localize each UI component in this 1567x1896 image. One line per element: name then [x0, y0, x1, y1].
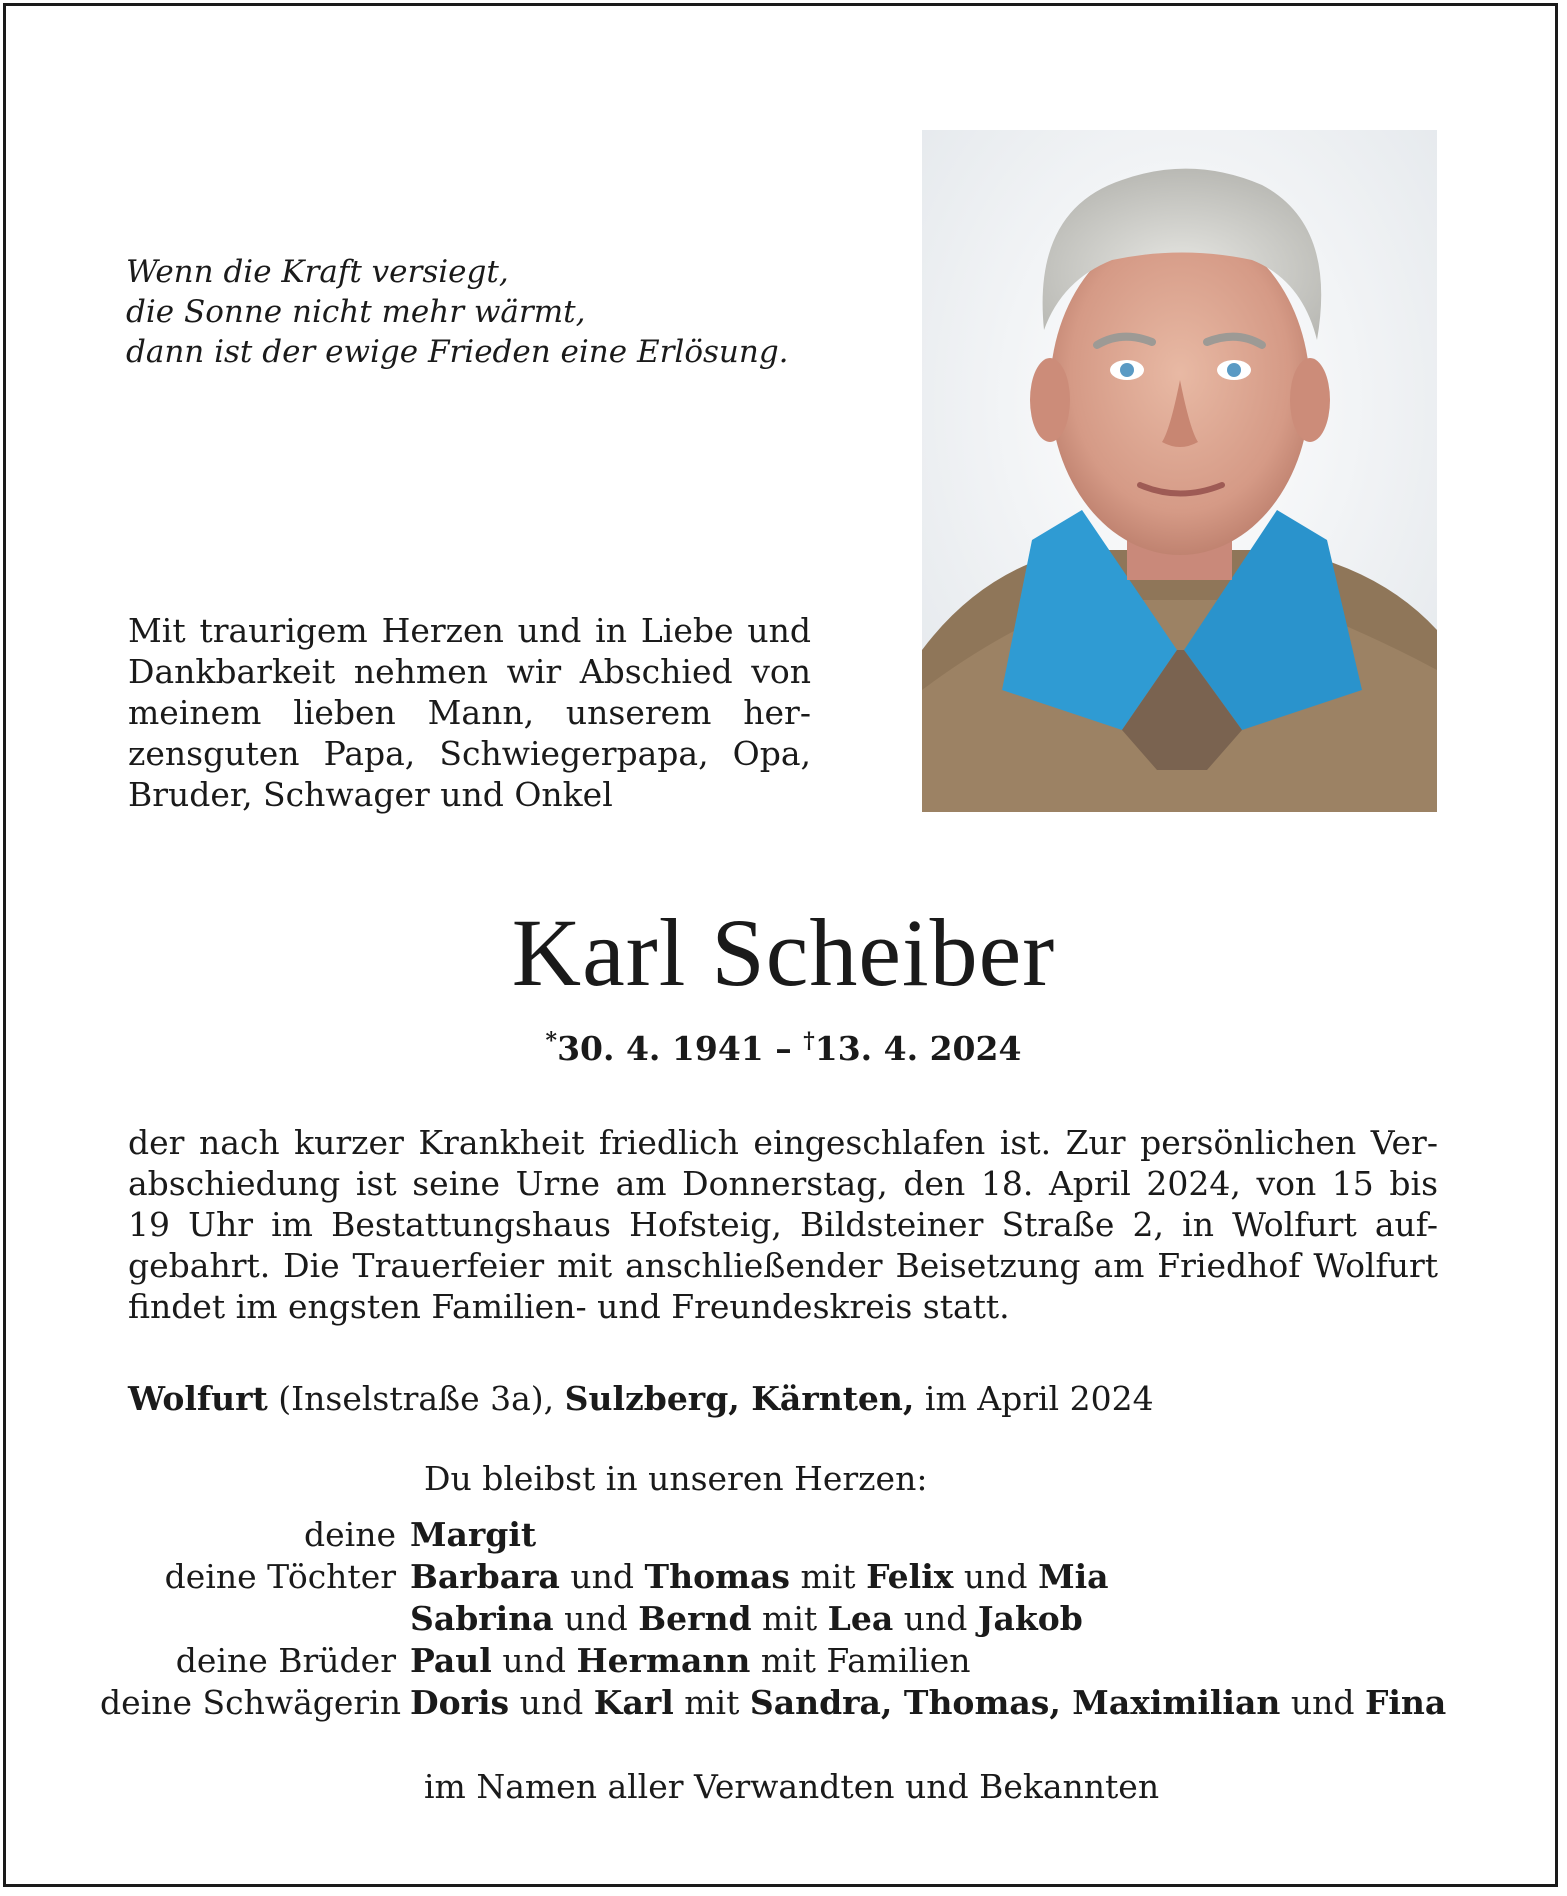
- body-line: abschiedung ist seine Urne am Donnerstag, den 18. April 2024, von 15 bis: [128, 1164, 1438, 1203]
- body-line: gebahrt. Die Trauerfeier mit anschließender Beisetzung am Friedhof Wolfurt: [128, 1246, 1438, 1285]
- intro-line: zensguten Papa, Schwiegerpapa, Opa,: [128, 734, 811, 773]
- intro-line: Bruder, Schwager und Onkel: [128, 775, 613, 814]
- family-member: Barbara: [410, 1557, 560, 1596]
- place-others: Sulzberg, Kärnten,: [564, 1379, 915, 1418]
- family-role: deine Töchter: [164, 1557, 396, 1596]
- family-member: Sabrina: [410, 1599, 554, 1638]
- intro-text: [128, 610, 811, 815]
- closing-line: Du bleibst in unseren Herzen:: [424, 1459, 928, 1498]
- family-row: [100, 1556, 1520, 1598]
- funeral-details: [128, 1122, 1438, 1327]
- life-dates: [0, 1020, 1567, 1070]
- date-separator: –: [763, 1029, 804, 1068]
- death-symbol: †: [803, 1028, 815, 1054]
- family-member: Jakob: [977, 1599, 1083, 1638]
- family-member: Bernd: [638, 1599, 752, 1638]
- family-member: Doris: [410, 1683, 510, 1722]
- quote-line: Wenn die Kraft versiegt,: [126, 254, 509, 290]
- family-member: Fina: [1364, 1683, 1447, 1722]
- connector-text: und: [893, 1599, 978, 1638]
- portrait-photo: [922, 130, 1437, 812]
- place-address: (Inselstraße 3a),: [267, 1379, 565, 1418]
- connector-text: mit: [789, 1557, 867, 1596]
- family-member: Mia: [1038, 1557, 1109, 1596]
- body-line: 19 Uhr im Bestattungshaus Hofsteig, Bildsteiner Straße 2, in Wolfurt auf-: [128, 1205, 1438, 1244]
- place-date: im April 2024: [914, 1379, 1154, 1418]
- family-role: deine: [304, 1515, 396, 1554]
- family-row: [100, 1598, 1520, 1640]
- family-member: Thomas: [644, 1557, 790, 1596]
- birth-date: 30. 4. 1941: [557, 1029, 764, 1068]
- quote-line: die Sonne nicht mehr wärmt,: [126, 294, 586, 330]
- family-role: deine Schwägerin: [100, 1683, 401, 1722]
- quote-line: dann ist der ewige Frieden eine Erlösung.: [126, 334, 789, 370]
- birth-symbol: *: [545, 1028, 558, 1054]
- family-member: Karl: [593, 1683, 674, 1722]
- family-member: Margit: [410, 1515, 537, 1554]
- family-row: [100, 1682, 1520, 1724]
- connector-text: und: [953, 1557, 1039, 1596]
- place-and-date: [128, 1378, 1438, 1419]
- connector-text: und: [1280, 1683, 1365, 1722]
- family-member: Felix: [866, 1557, 954, 1596]
- body-line: der nach kurzer Krankheit friedlich eingeschlafen ist. Zur persönlichen Ver-: [128, 1123, 1438, 1162]
- family-role: deine Brüder: [175, 1641, 396, 1680]
- place-town: Wolfurt: [128, 1379, 268, 1418]
- intro-line: Dankbarkeit nehmen wir Abschied von: [128, 652, 811, 691]
- intro-line: meinem lieben Mann, unserem her-: [128, 693, 811, 732]
- deceased-name: Karl Scheiber: [511, 899, 1056, 1006]
- connector-text: und: [553, 1599, 639, 1638]
- connector-text: und: [509, 1683, 594, 1722]
- connector-text: mit: [751, 1599, 828, 1638]
- portrait-illustration: [922, 130, 1437, 812]
- connector-text: mit Familien: [750, 1641, 971, 1680]
- family-member: Hermann: [576, 1641, 751, 1680]
- connector-text: und: [559, 1557, 645, 1596]
- family-member: Lea: [827, 1599, 894, 1638]
- connector-text: und: [491, 1641, 577, 1680]
- connector-text: mit: [673, 1683, 750, 1722]
- memorial-quote: [126, 252, 826, 372]
- intro-line: Mit traurigem Herzen und in Liebe und: [128, 611, 811, 650]
- final-line: im Namen aller Verwandten und Bekannten: [424, 1767, 1160, 1806]
- family-role: [100, 1598, 410, 1640]
- family-list: [100, 1514, 1520, 1724]
- family-row: [100, 1514, 1520, 1556]
- body-line: findet im engsten Familien- und Freundeskreis statt.: [128, 1287, 1010, 1326]
- death-date: 13. 4. 2024: [814, 1029, 1022, 1068]
- family-member: Sandra, Thomas, Maximilian: [749, 1683, 1281, 1722]
- family-row: [100, 1640, 1520, 1682]
- family-member: Paul: [410, 1641, 492, 1680]
